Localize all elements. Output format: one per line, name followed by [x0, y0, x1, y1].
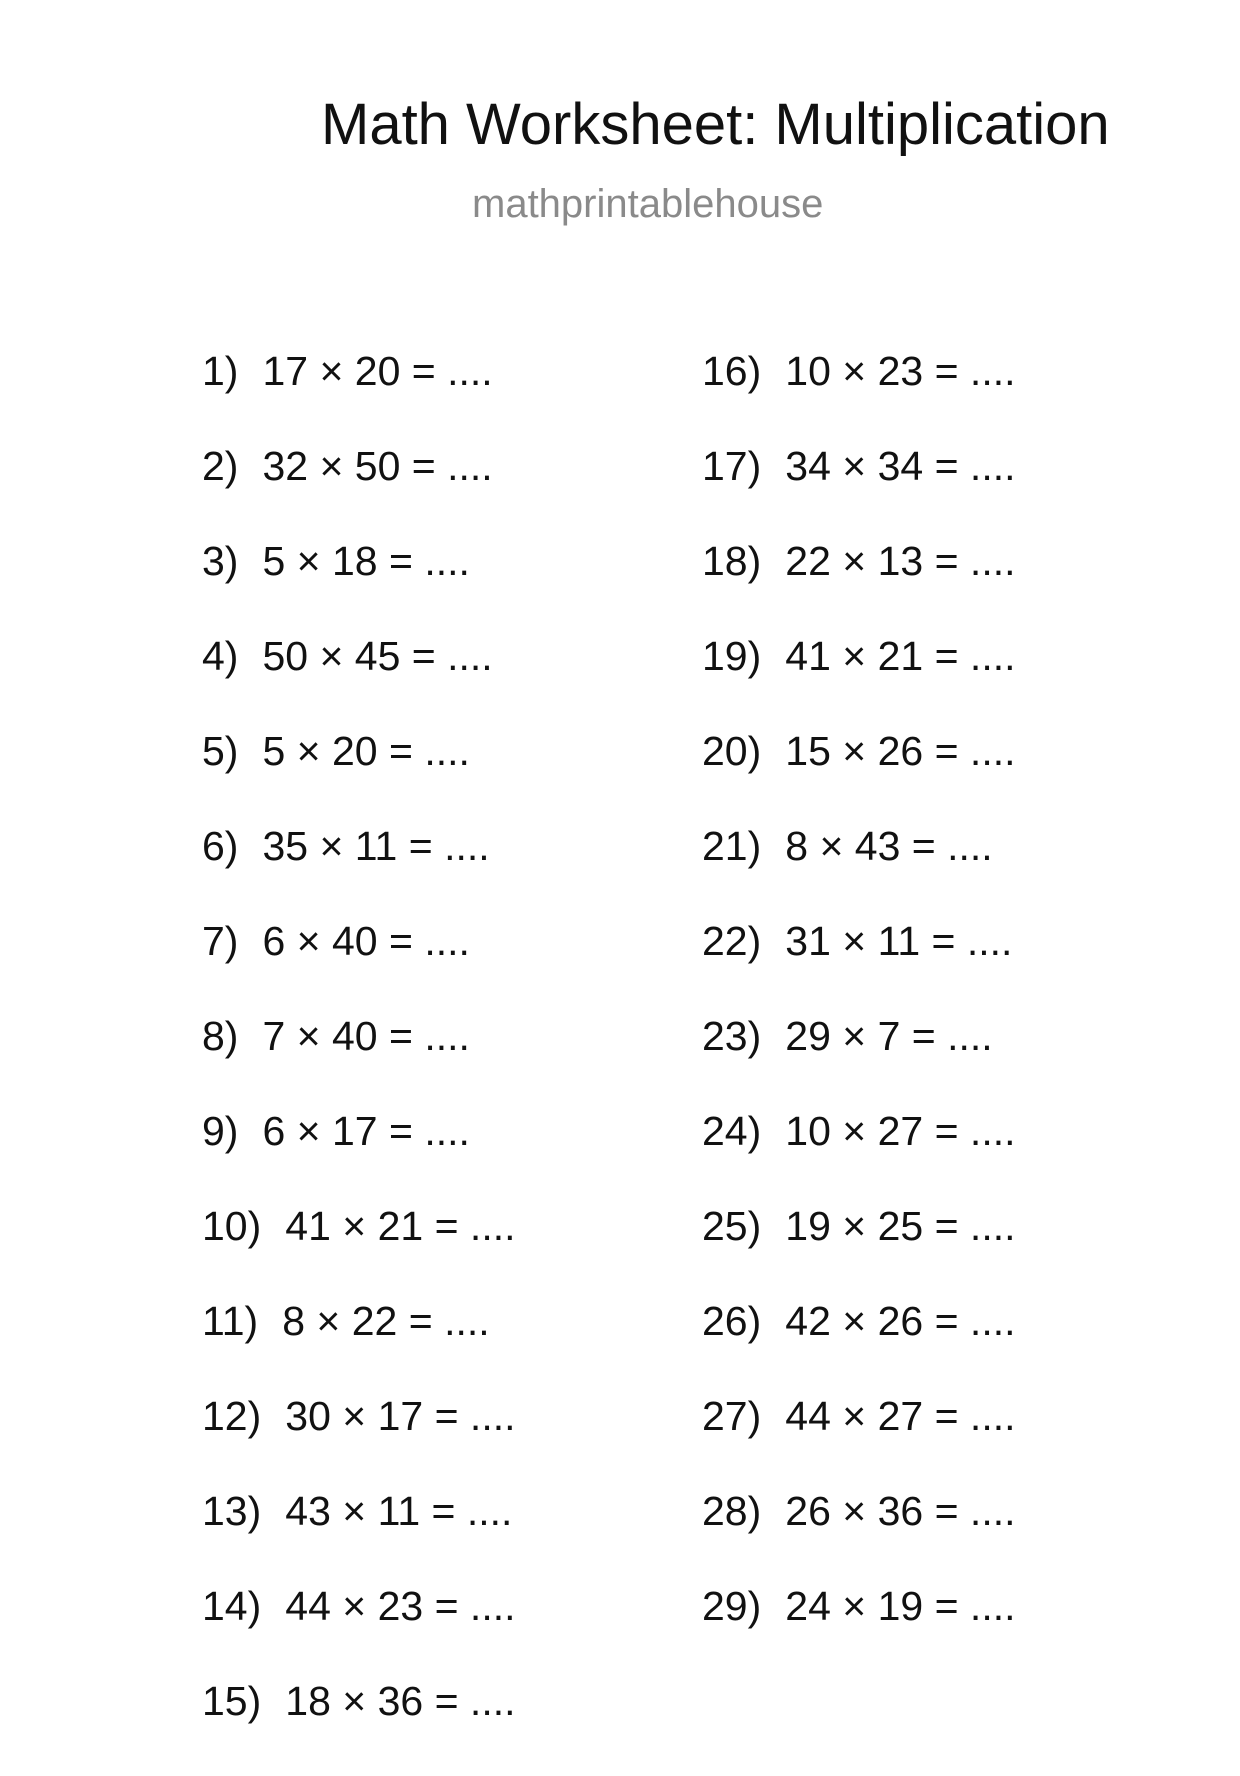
problem-expression: 8 × 22 = .... — [282, 1298, 490, 1344]
problem-number: 27) — [702, 1393, 762, 1439]
problem-number: 18) — [702, 538, 762, 584]
problem-item — [202, 1678, 516, 1776]
problem-item — [702, 443, 1016, 541]
problem-number: 5) — [202, 728, 239, 774]
problem-item — [202, 823, 516, 921]
problem-item — [702, 1298, 1016, 1396]
problem-item — [202, 348, 516, 446]
problem-item — [702, 728, 1016, 826]
problem-expression: 26 × 36 = .... — [785, 1488, 1016, 1534]
problem-item — [202, 538, 516, 636]
problem-expression: 30 × 17 = .... — [285, 1393, 516, 1439]
problem-expression: 34 × 34 = .... — [785, 443, 1016, 489]
problem-item — [202, 443, 516, 541]
problem-number: 24) — [702, 1108, 762, 1154]
problem-expression: 31 × 11 = .... — [785, 918, 1013, 964]
problem-number: 1) — [202, 348, 239, 394]
problem-expression: 10 × 23 = .... — [785, 348, 1016, 394]
page-subtitle: mathprintablehouse — [472, 182, 824, 226]
problem-item — [202, 1488, 516, 1586]
problem-expression: 35 × 11 = .... — [262, 823, 490, 869]
problem-number: 4) — [202, 633, 239, 679]
problem-expression: 8 × 43 = .... — [785, 823, 993, 869]
problem-expression: 29 × 7 = .... — [785, 1013, 993, 1059]
problem-expression: 19 × 25 = .... — [785, 1203, 1016, 1249]
problem-number: 3) — [202, 538, 239, 584]
problem-item — [702, 1013, 1016, 1111]
problem-column-right — [702, 348, 1016, 1681]
problem-number: 12) — [202, 1393, 262, 1439]
problem-item — [702, 823, 1016, 921]
problem-number: 19) — [702, 633, 762, 679]
problem-expression: 10 × 27 = .... — [785, 1108, 1016, 1154]
problem-number: 15) — [202, 1678, 262, 1724]
problem-expression: 6 × 17 = .... — [262, 1108, 470, 1154]
problem-expression: 41 × 21 = .... — [285, 1203, 516, 1249]
problem-expression: 5 × 20 = .... — [262, 728, 470, 774]
problem-number: 21) — [702, 823, 762, 869]
problem-item — [202, 1108, 516, 1206]
problem-item — [202, 728, 516, 826]
problem-item — [702, 1583, 1016, 1681]
problem-item — [702, 348, 1016, 446]
page-title: Math Worksheet: Multiplication — [321, 92, 1110, 157]
problem-number: 25) — [702, 1203, 762, 1249]
problem-expression: 42 × 26 = .... — [785, 1298, 1016, 1344]
problem-number: 16) — [702, 348, 762, 394]
problem-number: 10) — [202, 1203, 262, 1249]
problem-number: 17) — [702, 443, 762, 489]
problem-expression: 17 × 20 = .... — [262, 348, 493, 394]
problem-expression: 24 × 19 = .... — [785, 1583, 1016, 1629]
problem-item — [702, 633, 1016, 731]
problem-number: 29) — [702, 1583, 762, 1629]
problem-item — [702, 1393, 1016, 1491]
problem-expression: 22 × 13 = .... — [785, 538, 1016, 584]
problem-item — [202, 918, 516, 1016]
problem-expression: 7 × 40 = .... — [262, 1013, 470, 1059]
problem-expression: 41 × 21 = .... — [785, 633, 1016, 679]
problem-item — [202, 1298, 516, 1396]
problem-item — [702, 918, 1016, 1016]
problem-expression: 6 × 40 = .... — [262, 918, 470, 964]
problem-column-left — [202, 348, 516, 1776]
problem-item — [202, 633, 516, 731]
problem-item — [202, 1393, 516, 1491]
problem-number: 20) — [702, 728, 762, 774]
problem-item — [202, 1203, 516, 1301]
problem-number: 7) — [202, 918, 239, 964]
problem-expression: 18 × 36 = .... — [285, 1678, 516, 1724]
problem-item — [702, 538, 1016, 636]
problem-expression: 43 × 11 = .... — [285, 1488, 513, 1534]
problem-expression: 32 × 50 = .... — [262, 443, 493, 489]
problem-number: 13) — [202, 1488, 262, 1534]
problem-item — [702, 1203, 1016, 1301]
problem-item — [702, 1488, 1016, 1586]
problem-number: 2) — [202, 443, 239, 489]
problem-number: 6) — [202, 823, 239, 869]
problem-number: 28) — [702, 1488, 762, 1534]
problem-item — [202, 1013, 516, 1111]
problem-expression: 44 × 23 = .... — [285, 1583, 516, 1629]
problem-expression: 44 × 27 = .... — [785, 1393, 1016, 1439]
problem-number: 9) — [202, 1108, 239, 1154]
problem-number: 23) — [702, 1013, 762, 1059]
problem-number: 11) — [202, 1298, 259, 1344]
problem-number: 26) — [702, 1298, 762, 1344]
problem-item — [702, 1108, 1016, 1206]
problem-number: 22) — [702, 918, 762, 964]
problem-expression: 5 × 18 = .... — [262, 538, 470, 584]
problem-number: 14) — [202, 1583, 262, 1629]
problem-number: 8) — [202, 1013, 239, 1059]
problem-expression: 15 × 26 = .... — [785, 728, 1016, 774]
problem-item — [202, 1583, 516, 1681]
problem-expression: 50 × 45 = .... — [262, 633, 493, 679]
